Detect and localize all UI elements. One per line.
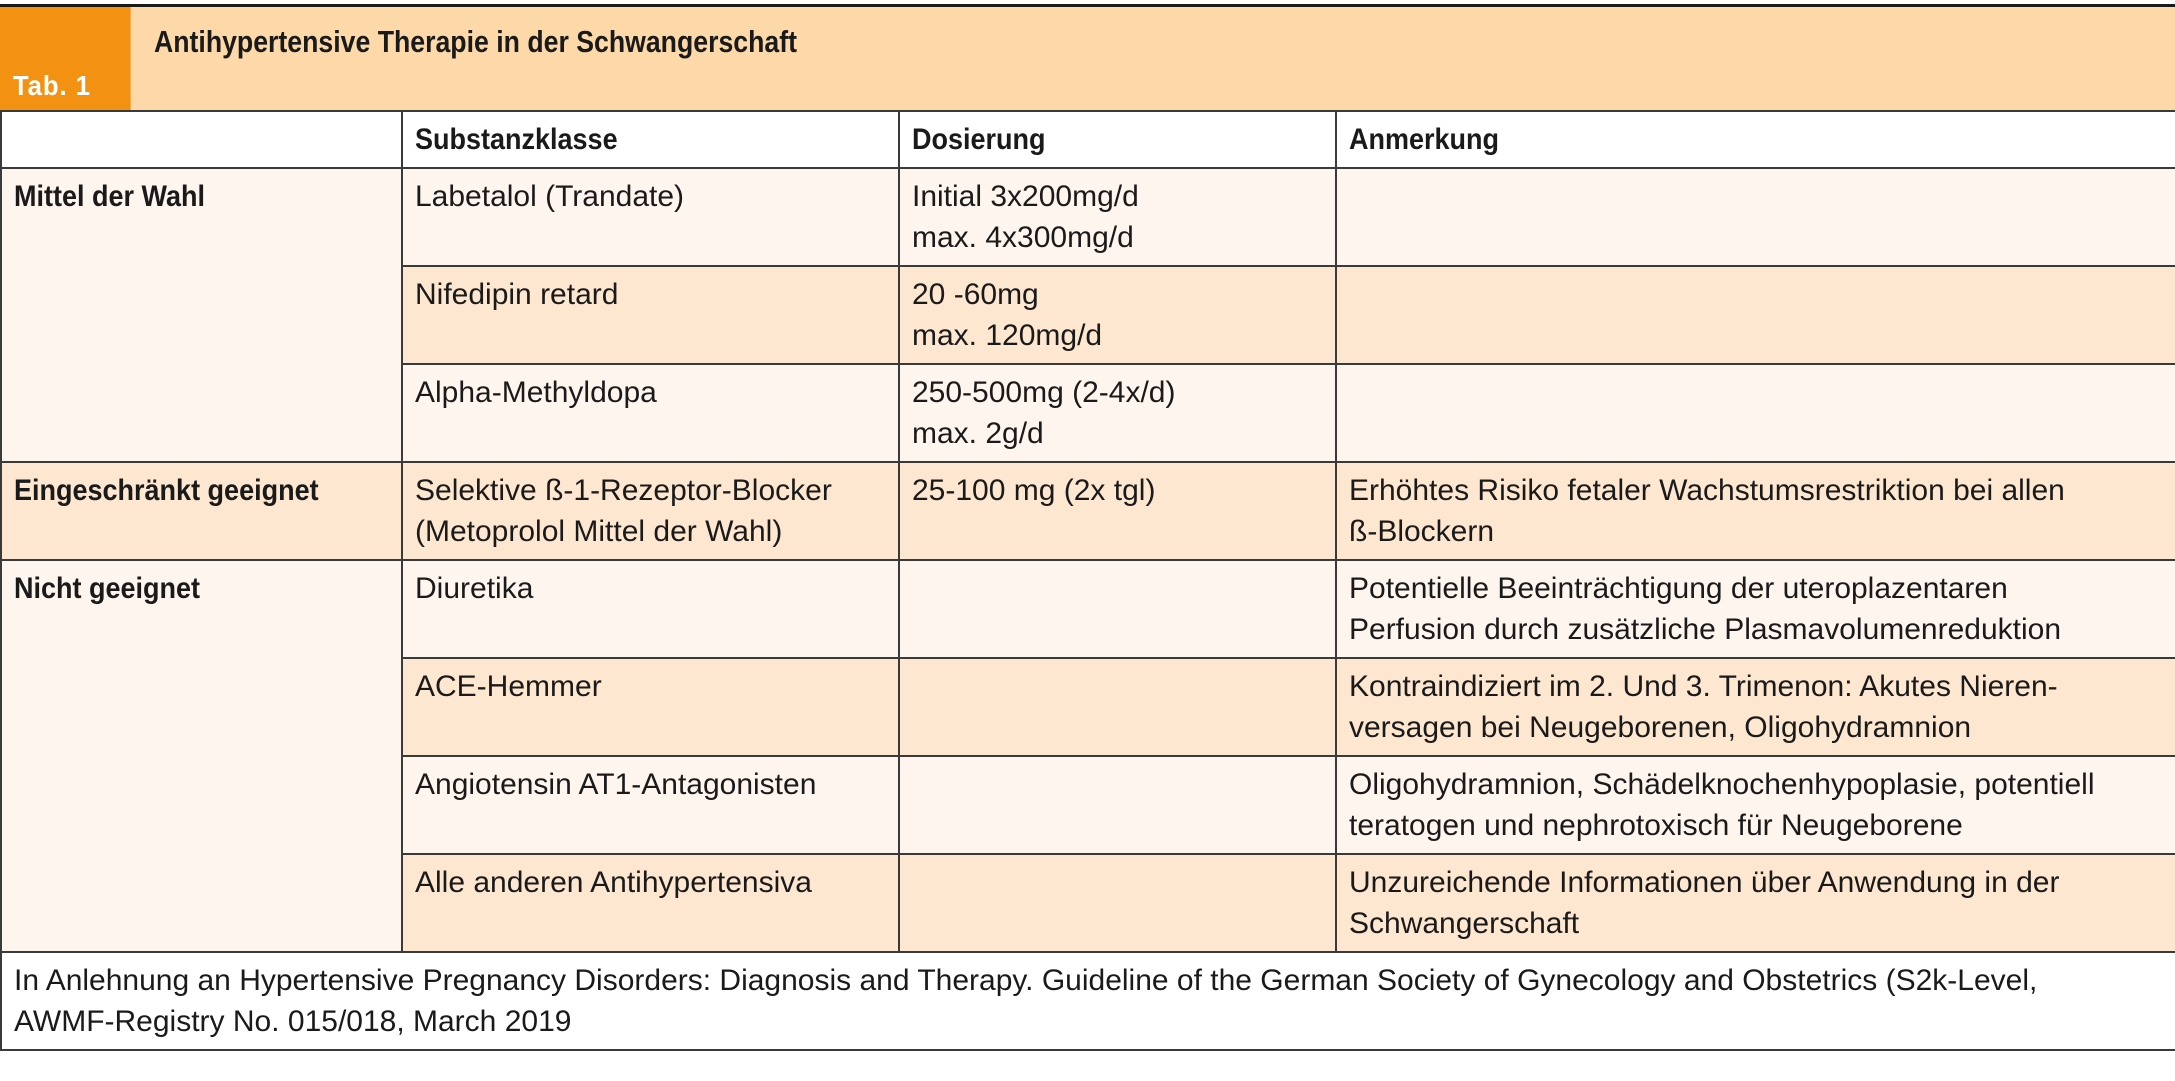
substance-cell: Alpha-Methyldopa [402, 364, 899, 462]
substance-cell: Alle anderen Antihypertensiva [402, 854, 899, 952]
note-cell: Kontraindiziert im 2. Und 3. Trimenon: Akutes Nieren- versagen bei Neugeborenen, Oligohydramnion [1336, 658, 2175, 756]
table-title: Antihypertensive Therapie in der Schwangerschaft [154, 24, 797, 59]
table-number-label: Tab. 1 [0, 7, 131, 110]
dose-cell [899, 756, 1336, 854]
note-cell [1336, 168, 2175, 266]
table-row [1, 560, 2175, 658]
column-header-group [1, 111, 402, 168]
dose-cell: 25-100 mg (2x tgl) [899, 462, 1336, 560]
substance-cell: Angiotensin AT1-Antagonisten [402, 756, 899, 854]
column-header-dose: Dosierung [899, 111, 1336, 168]
table-header-bar [0, 4, 2175, 110]
group-label-preferred: Mittel der Wahl [1, 168, 402, 462]
substance-cell: Selektive ß-1-Rezeptor-Blocker (Metoprolol Mittel der Wahl) [402, 462, 899, 560]
dose-cell: 20 -60mg max. 120mg/d [899, 266, 1336, 364]
dose-cell [899, 658, 1336, 756]
table-row [1, 168, 2175, 266]
substance-cell: ACE-Hemmer [402, 658, 899, 756]
note-cell: Oligohydramnion, Schädelknochenhypoplasie, potentiell teratogen und nephrotoxisch für Neugeborene [1336, 756, 2175, 854]
group-label-limited: Eingeschränkt geeignet [1, 462, 402, 560]
note-cell [1336, 266, 2175, 364]
note-cell: Potentielle Beeinträchtigung der uteroplazentaren Perfusion durch zusätzliche Plasmavolumenreduktion [1336, 560, 2175, 658]
table-figure [0, 4, 2175, 1051]
dose-cell [899, 560, 1336, 658]
column-header-note: Anmerkung [1336, 111, 2175, 168]
substance-cell: Nifedipin retard [402, 266, 899, 364]
column-header-row [1, 111, 2175, 168]
substance-cell: Diuretika [402, 560, 899, 658]
source-citation: In Anlehnung an Hypertensive Pregnancy Disorders: Diagnosis and Therapy. Guideline of the German Society of Gynecology and Obstetrics (S2k-Level, AWMF-Registry No. 015/018, March 2019 [1, 952, 2175, 1050]
source-footer-row [1, 952, 2175, 1050]
note-cell [1336, 364, 2175, 462]
substance-cell: Labetalol (Trandate) [402, 168, 899, 266]
therapy-table [0, 110, 2175, 1051]
group-label-unsuitable: Nicht geeignet [1, 560, 402, 952]
column-header-substance: Substanzklasse [402, 111, 899, 168]
note-cell: Unzureichende Informationen über Anwendung in der Schwangerschaft [1336, 854, 2175, 952]
note-cell: Erhöhtes Risiko fetaler Wachstumsrestriktion bei allen ß-Blockern [1336, 462, 2175, 560]
dose-cell [899, 854, 1336, 952]
dose-cell: 250-500mg (2-4x/d) max. 2g/d [899, 364, 1336, 462]
dose-cell: Initial 3x200mg/d max. 4x300mg/d [899, 168, 1336, 266]
table-row [1, 462, 2175, 560]
